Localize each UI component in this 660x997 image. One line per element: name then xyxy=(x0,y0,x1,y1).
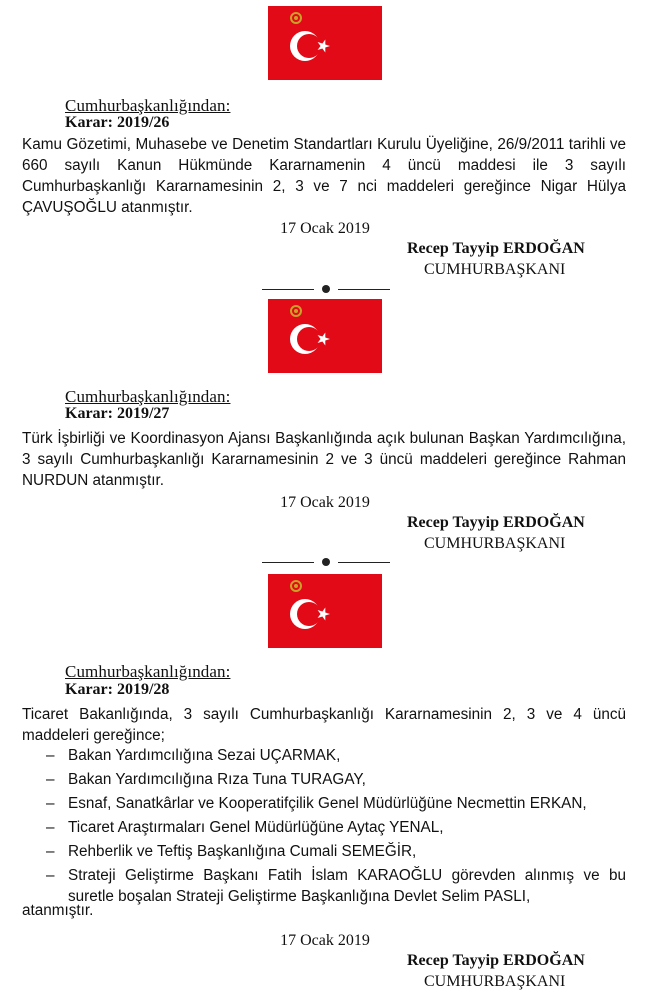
list-item xyxy=(22,769,626,790)
list-item-text: Strateji Geliştirme Başkanı Fatih İslam KARAOĞLU görevden alınmış ve bu suretle boşalan Strateji Geliştirme Başkanlığına Devlet Selim PASLI, xyxy=(68,867,626,905)
signer-name: Recep Tayyip ERDOĞAN xyxy=(407,240,585,257)
decree-body: Türk İşbirliği ve Koordinasyon Ajansı Başkanlığında açık bulunan Başkan Yardımcılığına, 3 sayılı Cumhurbaşkanlığı Kararnamesinin 2 ve 3 üncü maddeleri gereğince Rahman NURDUN atanmıştır. xyxy=(22,430,626,489)
decree-date: 17 Ocak 2019 xyxy=(280,220,370,237)
list-item-text: Bakan Yardımcılığına Rıza Tuna TURAGAY, xyxy=(68,771,366,788)
decree-number: Karar: 2019/28 xyxy=(65,681,170,698)
decree-source: Cumhurbaşkanlığından: xyxy=(65,662,231,681)
list-dash: – xyxy=(46,867,55,884)
turkish-flag-emblem xyxy=(268,6,382,80)
list-dash: – xyxy=(46,747,55,764)
decree-number: Karar: 2019/27 xyxy=(65,405,170,422)
list-item xyxy=(22,745,626,766)
list-dash: – xyxy=(46,843,55,860)
separator-dot xyxy=(322,558,330,566)
list-item-text: Ticaret Araştırmaları Genel Müdürlüğüne Aytaç YENAL, xyxy=(68,819,444,836)
section-separator xyxy=(262,557,390,567)
separator-dot xyxy=(322,285,330,293)
signer-name: Recep Tayyip ERDOĞAN xyxy=(407,952,585,969)
decree-date: 17 Ocak 2019 xyxy=(280,932,370,949)
list-dash: – xyxy=(46,771,55,788)
appointment-list xyxy=(22,745,626,910)
decree-body: Kamu Gözetimi, Muhasebe ve Denetim Standartları Kurulu Üyeliğine, 26/9/2011 tarihli ve 660 sayılı Kanun Hükmünde Kararnamenin 4 üncü maddesi ile 3 sayılı Cumhurbaşkanlığı Kararnamesinin 2, 3 ve 7 nci maddeleri gereğince Nigar Hülya ÇAVUŞOĞLU atanmıştır. xyxy=(22,136,626,216)
list-dash: – xyxy=(46,819,55,836)
list-item xyxy=(22,841,626,862)
decree-closing: atanmıştır. xyxy=(22,902,94,919)
decree-source: Cumhurbaşkanlığından: xyxy=(65,96,231,115)
turkish-flag-emblem xyxy=(268,574,382,648)
list-item xyxy=(22,817,626,838)
decree-number: Karar: 2019/26 xyxy=(65,114,170,131)
signer-title: CUMHURBAŞKANI xyxy=(424,973,566,990)
decree-date: 17 Ocak 2019 xyxy=(280,494,370,511)
turkish-flag-emblem xyxy=(268,299,382,373)
section-separator xyxy=(262,284,390,294)
decree-source: Cumhurbaşkanlığından: xyxy=(65,387,231,406)
decree-body: Ticaret Bakanlığında, 3 sayılı Cumhurbaşkanlığı Kararnamesinin 2, 3 ve 4 üncü maddeleri gereğince; xyxy=(22,706,626,744)
list-item xyxy=(22,793,626,814)
list-dash: – xyxy=(46,795,55,812)
signer-title: CUMHURBAŞKANI xyxy=(424,261,566,278)
signer-name: Recep Tayyip ERDOĞAN xyxy=(407,514,585,531)
list-item xyxy=(22,865,626,907)
list-item-text: Rehberlik ve Teftiş Başkanlığına Cumali SEMEĞİR, xyxy=(68,843,417,860)
signer-title: CUMHURBAŞKANI xyxy=(424,535,566,552)
list-item-text: Esnaf, Sanatkârlar ve Kooperatifçilik Genel Müdürlüğüne Necmettin ERKAN, xyxy=(68,795,587,812)
list-item-text: Bakan Yardımcılığına Sezai UÇARMAK, xyxy=(68,747,341,764)
